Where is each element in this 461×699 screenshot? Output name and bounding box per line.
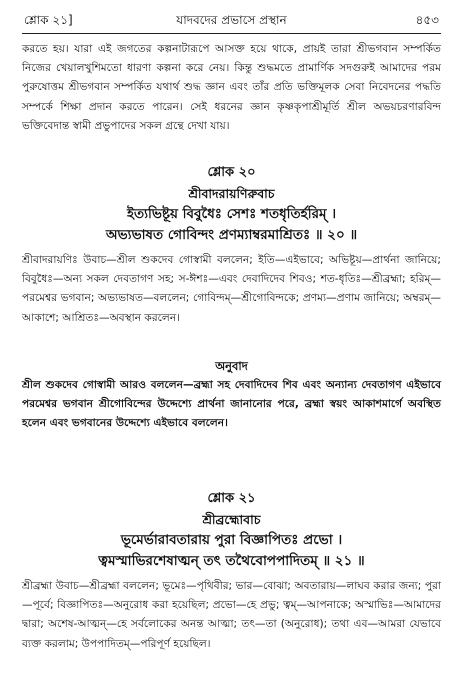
verse-20-translation: শ্রীল শুকদেব গোস্বামী আরও বললেন—ব্রহ্মা সহ দেবাদিদেব শিব এবং অন্যান্য দেবতাগণ এইভাবে পরমেশ্বর ভগবান শ্রীগোবিন্দের উদ্দেশ্যে প্রার্থনা জানানোর পরে, ব্রহ্মা স্বয়ং আকাশমার্গে অবস্থিত হলেন এবং ভগবানের উদ্দেশ্যে এইভাবে বললেন। [22,379,441,430]
verse-21-line-2: ত্বমস্মাভিরশেষাত্মন্ তৎ তথৈবোপপাদিতম্ ॥ ২১ ॥ [98,553,365,569]
verse-21-line-1: ভূমের্ভারাবতারায় পুরা বিজ্ঞাপিতঃ প্রভো । [120,532,343,548]
verse-20-title: শ্লোক ২০ [207,165,256,180]
verse-21-speaker: শ্রীব্রহ্মোবাচ [202,512,261,527]
verse-20-line-1: ইত্যভিষ্টূয় বিবুধৈঃ সেশঃ শতধৃতির্হরিম্ । [126,206,337,222]
verse-20-speaker: শ্রীবাদরায়ণিরুবাচ [188,186,275,201]
purport-continued: করতে হয়। যারা এই জগতের কল্পনাটারূপে আসক্ত হয়ে থাকে, প্রায়ই তারা শ্রীভগবান সম্পর্কিত নিজের খেয়ালখুশিমতো ধারণা কল্পনা করে নেয়। কিন্তু শুদ্ধমতে প্রামার্ণিক সদগুরুই আমাদের পরম পুরুষোত্তম শ্রীভগবান সম্পর্কিত যথার্থ শুদ্ধ জ্ঞান এবং তাঁর প্রতি ভক্তিমূলক সেবা নিবেদনের পদ্ধতি সম্পর্কে শিক্ষা প্রদান করতে পারেন। সেই ধরনের জ্ঞান কৃষ্ণকৃপাশ্রীমূর্তি শ্রীল অভয়চরণারবিন্দ ভক্তিবেদান্ত স্বামী প্রভুপাদের সকল গ্রন্থে দেখা যায়। [22,43,441,132]
verse-21-title: শ্লোক ২১ [207,491,256,506]
verse-20-synonyms: শ্রীবাদরায়ণিঃ উবাচ—শ্রীল শুকদেব গোস্বামী বললেন; ইতি—এইভাবে; অভিষ্টূয়—প্রার্থনা জানিয়ে; বিবুধৈঃ—অন্য সকল দেবতাগণ সহ; স-ঈশঃ—এবং দেবাদিদেব শিবও; শত-ধৃতিঃ—শ্রীব্রহ্মা; হরিম্—পরমেশ্বর ভগবান; অভ্যভাষত—বললেন; গোবিন্দম্—শ্রীগোবিন্দকে; প্রণম্য—প্রণাম জানিয়ে; অম্বরম্—আকাশে; আশ্রিতঃ—অবস্থান করলেন। [22,254,441,324]
verse-21-synonyms: শ্রীব্রহ্মা উবাচ—শ্রীব্রহ্মা বললেন; ভূমেঃ—পৃথিবীর; ভার—বোঝা; অবতারায়—লাঘব করার জন্য; পুরা—পূর্বে; বিজ্ঞাপিতঃ—অনুরোধ করা হয়েছিল; প্রভো—হে প্রভু; ত্বম্—আপনাকে; অস্মাভিঃ—আমাদের দ্বারা; অশেষ-আত্মন্—হে সর্বলোকের অনন্ত আত্মা; তৎ—তা (অনুরোধ); তথা এব—আমরা যেভাবে ব্যক্ত করলাম; উপপাদিতম্—পরিপূর্ণ হয়েছিল। [22,580,441,650]
page-header [24,12,439,32]
verse-20-synonyms-block [22,251,441,328]
purport-continued-block [22,40,441,136]
translation-heading: অনুবাদ [215,359,248,373]
header-verse-ref: শ্লোক ২১] [24,13,73,27]
verse-20-line-2: অভ্যভাষত গোবিন্দং প্রণম্যাম্বরমাশ্রিতঃ ॥ ২০ ॥ [105,227,358,243]
header-chapter-title: যাদবদের প্রভাসে প্রস্থান [176,13,287,27]
verse-20-translation-block [22,356,441,434]
verse-21-synonyms-block [22,577,441,654]
header-page-number: ৪৫৩ [415,13,439,27]
verse-20-block [22,162,441,246]
header-rule [22,33,441,34]
verse-21-block [22,488,441,572]
